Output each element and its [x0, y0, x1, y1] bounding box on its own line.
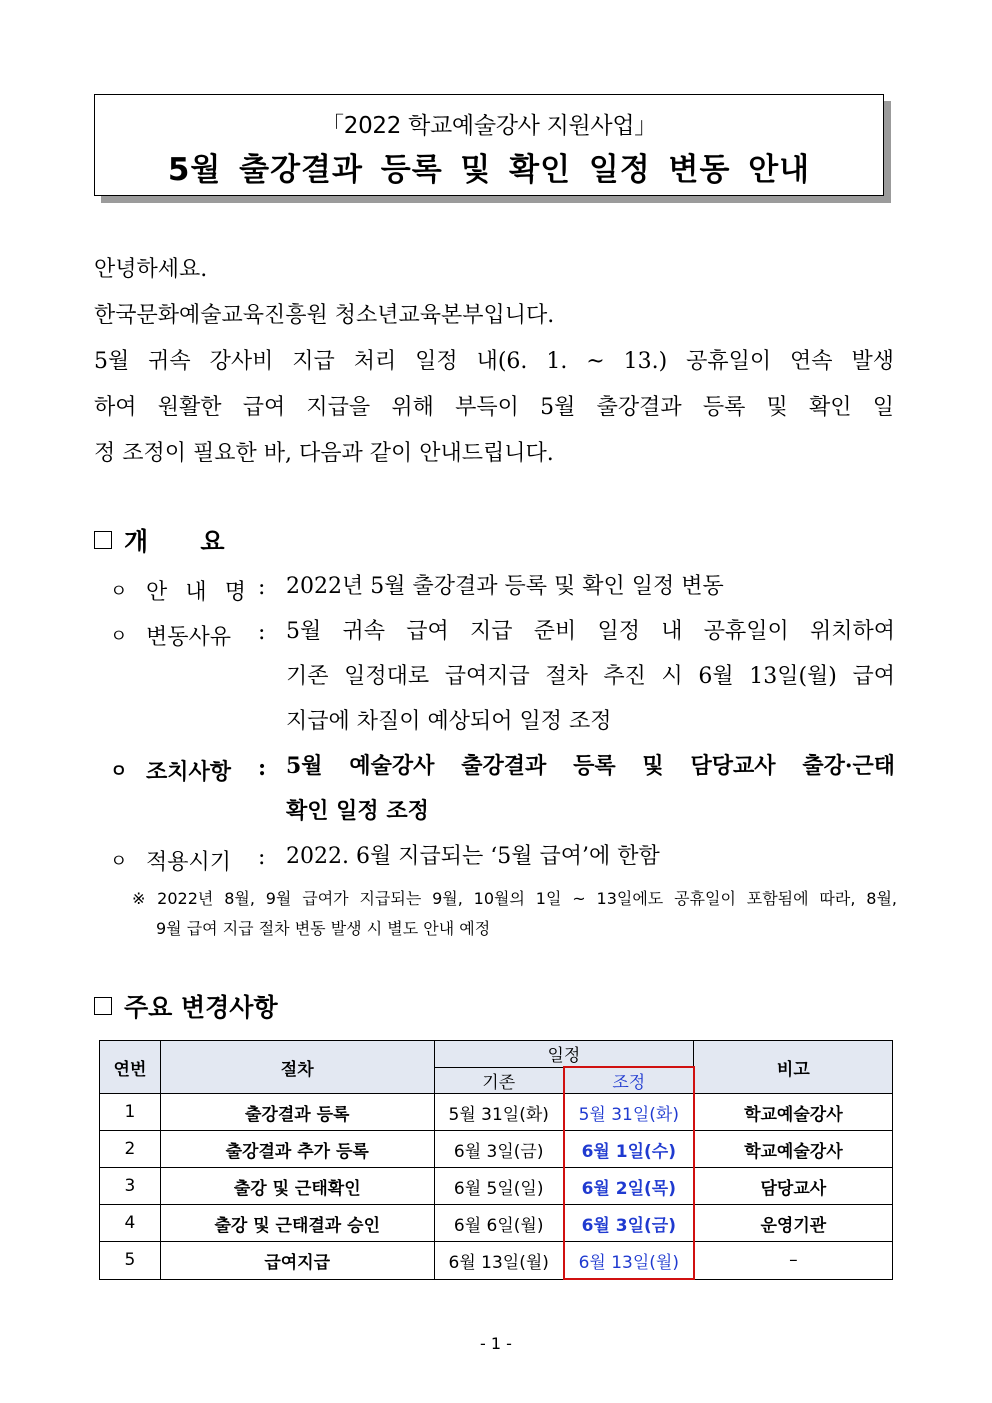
header-schedule: 일정 — [434, 1041, 694, 1068]
changes-heading — [94, 988, 278, 1024]
cell-remark: 운영기관 — [694, 1205, 893, 1242]
table-row — [100, 1205, 893, 1242]
note-mark-icon: ※ — [132, 889, 152, 908]
item-line: 확인 일정 조정 — [286, 798, 429, 824]
header-remark: 비고 — [694, 1041, 893, 1094]
cell-procedure: 출강 및 근태확인 — [160, 1168, 434, 1205]
overview-item-action — [110, 755, 895, 834]
intro-paragraph-line: 정 조정이 필요한 바, 다음과 같이 안내드립니다. — [94, 441, 554, 466]
page-title: 5월 출강결과 등록 및 확인 일정 변동 안내 — [167, 152, 811, 188]
header-procedure: 절차 — [160, 1041, 434, 1094]
cell-adjusted: 6월 13일(월) — [564, 1242, 694, 1280]
cell-adjusted: 6월 1일(수) — [564, 1131, 694, 1168]
greeting: 안녕하세요. — [94, 257, 208, 282]
intro-paragraph-line: 하여 원활한 급여 지급을 위해 부득이 5월 출강결과 등록 및 확인 일 — [94, 395, 894, 420]
overview-item-period — [110, 845, 895, 879]
intro-paragraph-line: 5월 귀속 강사비 지급 처리 일정 내(6. 1. ~ 13.) 공휴일이 연속 발생 — [94, 349, 894, 374]
item-colon: : — [258, 620, 266, 645]
bullet-icon: ㅇ — [110, 851, 128, 872]
checkbox-square-icon — [94, 997, 112, 1015]
schedule-table — [99, 1040, 893, 1280]
item-colon: : — [258, 845, 266, 870]
cell-no: 5 — [100, 1242, 161, 1280]
overview-item-name — [110, 575, 895, 609]
note-line: 9월 급여 지급 절차 변동 발생 시 별도 안내 예정 — [156, 919, 491, 938]
item-line: 5월 예술강사 출강결과 등록 및 담당교사 출강·근태 — [286, 753, 895, 779]
item-content — [286, 834, 895, 879]
item-content — [286, 564, 895, 609]
header-existing: 기존 — [434, 1067, 564, 1094]
cell-existing: 6월 3일(금) — [434, 1131, 564, 1168]
item-content — [286, 744, 895, 834]
item-line: 2022년 5월 출강결과 등록 및 확인 일정 변동 — [286, 574, 724, 599]
cell-procedure: 출강 및 근태결과 승인 — [160, 1205, 434, 1242]
item-label: 적용시기 — [146, 850, 232, 875]
cell-no: 2 — [100, 1131, 161, 1168]
title-box — [94, 94, 884, 196]
cell-remark: 학교예술강사 — [694, 1094, 893, 1131]
table-row — [100, 1242, 893, 1280]
intro-section — [94, 247, 894, 477]
header-no: 연번 — [100, 1041, 161, 1094]
item-label: 조치사항 — [146, 759, 232, 785]
title-subtitle: 「2022 학교예술강사 지원사업」 — [321, 113, 657, 139]
cell-remark: 담당교사 — [694, 1168, 893, 1205]
note-line: 2022년 8월, 9월 급여가 지급되는 9월, 10월의 1일 ~ 13일에도 공휴일이 포함됨에 따라, 8월, — [157, 889, 897, 908]
cell-existing: 6월 13일(월) — [434, 1242, 564, 1280]
item-label: 안 내 명 — [146, 580, 246, 605]
cell-existing: 6월 5일(일) — [434, 1168, 564, 1205]
cell-no: 1 — [100, 1094, 161, 1131]
cell-procedure: 급여지급 — [160, 1242, 434, 1280]
item-line: 지급에 차질이 예상되어 일정 조정 — [286, 709, 612, 734]
organization-line: 한국문화예술교육진흥원 청소년교육본부입니다. — [94, 303, 555, 328]
cell-no: 3 — [100, 1168, 161, 1205]
item-content — [286, 609, 895, 744]
page-number: - 1 - — [480, 1334, 512, 1353]
bullet-icon: ㅇ — [110, 761, 128, 782]
overview-item-reason — [110, 620, 895, 744]
table-row — [100, 1131, 893, 1168]
cell-adjusted: 5월 31일(화) — [564, 1094, 694, 1131]
item-line: 5월 귀속 급여 지급 준비 일정 내 공휴일이 위치하여 — [286, 619, 895, 644]
cell-procedure: 출강결과 등록 — [160, 1094, 434, 1131]
checkbox-square-icon — [94, 531, 112, 549]
header-adjusted: 조정 — [564, 1067, 694, 1094]
bullet-icon: ㅇ — [110, 626, 128, 647]
note — [132, 884, 897, 944]
changes-heading-text: 주요 변경사항 — [124, 993, 278, 1022]
overview-heading-text: 개 요 — [124, 527, 225, 556]
item-colon: : — [258, 575, 266, 600]
cell-remark: – — [694, 1242, 893, 1280]
cell-no: 4 — [100, 1205, 161, 1242]
item-label: 변동사유 — [146, 625, 232, 650]
item-colon: : — [258, 755, 267, 781]
bullet-icon: ㅇ — [110, 581, 128, 602]
table-row — [100, 1094, 893, 1131]
cell-procedure: 출강결과 추가 등록 — [160, 1131, 434, 1168]
item-line: 기존 일정대로 급여지급 절차 추진 시 6월 13일(월) 급여 — [286, 664, 895, 689]
item-line: 2022. 6월 지급되는 ‘5월 급여’에 한함 — [286, 844, 660, 869]
cell-existing: 6월 6일(월) — [434, 1205, 564, 1242]
cell-remark: 학교예술강사 — [694, 1131, 893, 1168]
cell-existing: 5월 31일(화) — [434, 1094, 564, 1131]
cell-adjusted: 6월 2일(목) — [564, 1168, 694, 1205]
overview-heading — [94, 522, 225, 558]
table-row — [100, 1168, 893, 1205]
cell-adjusted: 6월 3일(금) — [564, 1205, 694, 1242]
